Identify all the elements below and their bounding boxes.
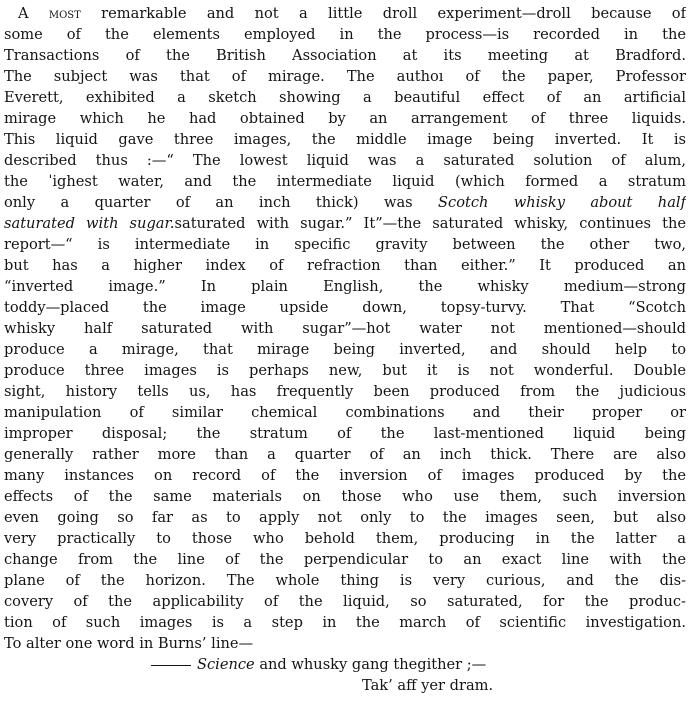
italic-phrase-cont: saturated with sugar. (4, 215, 175, 232)
article-line-22: generally rather more than a quarter of an inch thick. There are also (4, 446, 686, 463)
article-line-12: report—“ is intermediate in specific gravity between the other two, (4, 236, 686, 253)
article-line-8: described thus :—“ The lowest liquid was a saturated solution of alum, (4, 152, 686, 169)
verse-line-2: Tak’ aff yer dram. (362, 677, 494, 694)
article-line-19: sight, history tells us, has frequently been produced from the judicious (4, 383, 686, 400)
article-line-15: toddy—placed the image upside down, topsy-turvy. That “Scotch (4, 299, 686, 316)
article-line-25: even going so far as to apply not only to the images seen, but also (4, 509, 686, 526)
article-line-23: many instances on record of the inversion of images produced by the (4, 467, 686, 484)
article-line-21: improper disposal; the stratum of the last-mentioned liquid being (4, 425, 686, 442)
article-line-20: manipulation of similar chemical combinations and their proper or (4, 404, 686, 421)
opening-rest: remarkable and not a little droll experiment—droll because of (80, 5, 686, 22)
article-line-27: change from the line of the perpendicular to an exact line with the (4, 551, 686, 568)
article-line-14: “inverted image.” In plain English, the whisky medium—strong (4, 278, 686, 295)
italic-phrase: Scotch whisky about half (438, 194, 686, 211)
article-line-16: whisky half saturated with sugar”—hot water not mentioned—should (4, 320, 686, 337)
opening-small-caps: A most (18, 5, 81, 22)
verse-line-1-text: and whusky gang thegither ;— (254, 656, 487, 673)
article-line-3: Transactions of the British Association at its meeting at Bradford. (4, 47, 686, 64)
verse-italic-word: Science (197, 656, 255, 673)
article-line-2: some of the elements employed in the process—is recorded in the (4, 26, 686, 43)
article-line-30: tion of such images is a step in the march of scientific investigation. (4, 614, 686, 631)
article-line-28: plane of the horizon. The whole thing is very curious, and the dis- (4, 572, 686, 589)
line-11-text: saturated with sugar.” It”—the saturated whisky, continues the (174, 215, 686, 232)
article-line-4: The subject was that of mirage. The authoı of the paper, Professor (4, 68, 686, 85)
article-line-18: produce three images is perhaps new, but it is not wonderful. Double (4, 362, 686, 379)
line-10-text: only a quarter of an inch thick) was (4, 194, 439, 211)
article-line-5: Everett, exhibited a sketch showing a beautiful effect of an artificial (4, 89, 686, 106)
em-rule-dash (151, 665, 191, 666)
article-line-17: produce a mirage, that mirage being inverted, and should help to (4, 341, 686, 358)
article-line-6: mirage which he had obtained by an arrangement of three liquids. (4, 110, 686, 127)
article-line-24: effects of the same materials on those who use them, such inversion (4, 488, 686, 505)
article-line-29: covery of the applicability of the liquid, so saturated, for the produc- (4, 593, 686, 610)
verse-line-1 (4, 654, 686, 675)
article-line-31: To alter one word in Burns’ line— (4, 635, 254, 652)
article-column (4, 3, 686, 696)
article-line-26: very practically to those who behold them, producing in the latter a (4, 530, 686, 547)
article-line-9: the ˈighest water, and the intermediate liquid (which formed a stratum (4, 173, 686, 190)
article-line-1 (4, 3, 686, 24)
article-line-11 (4, 213, 686, 234)
article-line-13: but has a higher index of refraction than either.” It produced an (4, 257, 686, 274)
article-line-7: This liquid gave three images, the middle image being inverted. It is (4, 131, 686, 148)
article-line-10 (4, 192, 686, 213)
